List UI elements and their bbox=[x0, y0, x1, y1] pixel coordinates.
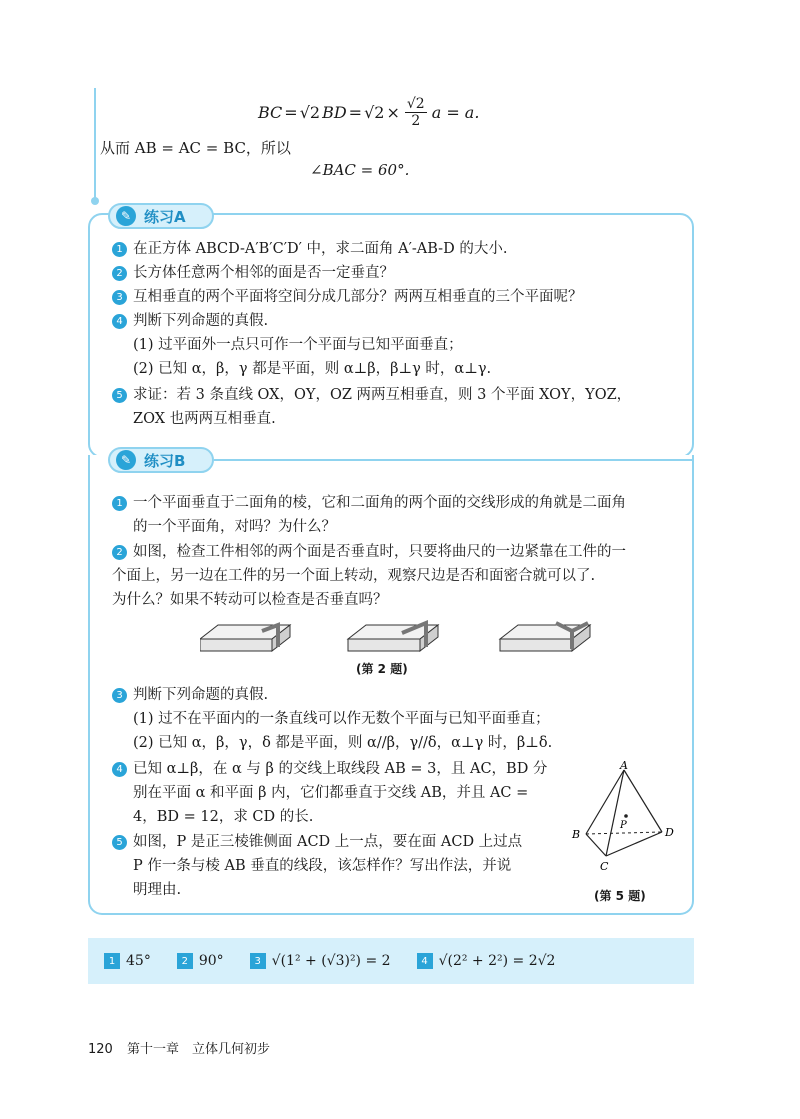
answer-item: 1 45° bbox=[104, 953, 151, 969]
vertex-c-label: C bbox=[600, 860, 609, 873]
exercise-b-label: 练习B bbox=[144, 451, 186, 470]
workpiece-1 bbox=[200, 625, 290, 651]
exercise-a-item: 3 互相垂直的两个平面将空间分成几部分？两两互相垂直的三个平面呢？ bbox=[112, 286, 583, 308]
page-number: 120 bbox=[88, 1042, 113, 1057]
exercise-a-label: 练习A bbox=[144, 207, 186, 226]
equation-bc: BC = √2 BD = √2 × $\frac{√2}{2}$ a = a. bbox=[258, 96, 480, 129]
exercise-b-item: 2 如图，检查工件相邻的两个面是否垂直时，只要将曲尺的一边紧靠在工件的一 bbox=[112, 541, 626, 563]
conclusion-line: 从而 AB = AC = BC，所以 bbox=[100, 139, 291, 157]
exercise-a-item: 2 长方体任意两个相邻的面是否一定垂直？ bbox=[112, 262, 394, 284]
workpiece-figures bbox=[200, 617, 620, 661]
exercise-a-continuation: ZOX 也两两互相垂直. bbox=[133, 411, 276, 427]
workpiece-3 bbox=[500, 623, 590, 651]
exercise-a-subitem: (2) 已知 α，β，γ 都是平面，则 α⊥β，β⊥γ 时，α⊥γ. bbox=[133, 361, 492, 377]
chapter-title: 第十一章 立体几何初步 bbox=[126, 1042, 270, 1057]
equation-angle: ∠BAC = 60°. bbox=[310, 161, 410, 179]
exercise-a-item: 4 判断下列命题的真假. bbox=[112, 310, 268, 332]
vertex-b-label: B bbox=[572, 828, 581, 841]
exercise-b-item: 1 一个平面垂直于二面角的棱，它和二面角的两个面的交线形成的角就是二面角 bbox=[112, 492, 626, 514]
exercise-b-item: 4 已知 α⊥β，在 α 与 β 的交线上取线段 AB = 3，且 AC，BD 分 bbox=[112, 758, 547, 780]
vertex-a-label: A bbox=[620, 760, 628, 772]
exercise-b-subitem: (2) 已知 α，β，γ，δ 都是平面，则 α//β，γ//δ，α⊥γ 时，β⊥δ. bbox=[133, 735, 553, 751]
fraction: $\frac{√2}{2}$ bbox=[406, 96, 425, 129]
exercise-b-continuation: 的一个平面角，对吗？为什么？ bbox=[133, 519, 336, 535]
figure-2-caption: (第 2 题) bbox=[356, 662, 408, 676]
pen-icon: ✎ bbox=[116, 206, 136, 226]
exercise-b-item: 5 如图，P 是正三棱锥侧面 ACD 上一点，要在面 ACD 上过点 bbox=[112, 831, 522, 853]
exercise-b-tag bbox=[108, 447, 214, 473]
exercise-a-item: 5 求证：若 3 条直线 OX，OY，OZ 两两互相垂直，则 3 个平面 XOY，YOZ， bbox=[112, 384, 631, 406]
exercise-b-item: 3 判断下列命题的真假. bbox=[112, 684, 268, 706]
page-footer bbox=[88, 1038, 270, 1057]
exercise-a-tag bbox=[108, 203, 214, 229]
exercise-a-item: 1 在正方体 ABCD-A′B′C′D′ 中，求二面角 A′-AB-D 的大小. bbox=[112, 238, 507, 260]
margin-rule bbox=[94, 88, 96, 200]
margin-rule-dot bbox=[91, 197, 99, 205]
answer-item: 3 √(1² + (√3)²) = 2 bbox=[250, 953, 391, 969]
exercise-b-continuation: 4，BD = 12，求 CD 的长. bbox=[133, 809, 314, 825]
exercise-b-subitem: (1) 过不在平面内的一条直线可以作无数个平面与已知平面垂直； bbox=[133, 711, 550, 727]
point-p-label: P bbox=[620, 820, 627, 831]
exercise-a-subitem: (1) 过平面外一点只可作一个平面与已知平面垂直； bbox=[133, 337, 463, 353]
answer-item: 4 √(2² + 2²) = 2√2 bbox=[417, 953, 556, 969]
exercise-b-continuation: 明理由. bbox=[133, 882, 182, 898]
pen-icon: ✎ bbox=[116, 450, 136, 470]
vertex-d-label: D bbox=[665, 826, 674, 839]
pyramid-figure bbox=[566, 760, 682, 880]
figure-5-caption: (第 5 题) bbox=[594, 889, 646, 903]
exercise-b-continuation: 为什么？如果不转动可以检查是否垂直吗？ bbox=[112, 592, 388, 608]
workpiece-2 bbox=[348, 623, 438, 651]
answers-bar bbox=[88, 938, 694, 984]
exercise-b-continuation: 个面上，另一边在工件的另一个面上转动，观察尺边是否和面密合就可以了. bbox=[112, 568, 596, 584]
answer-item: 2 90° bbox=[177, 953, 224, 969]
exercise-b-continuation: 别在平面 α 和平面 β 内，它们都垂直于交线 AB，并且 AC = bbox=[133, 785, 529, 801]
exercise-b-divider bbox=[214, 459, 694, 461]
exercise-b-continuation: P 作一条与棱 AB 垂直的线段，该怎样作？写出作法，并说 bbox=[133, 858, 512, 874]
